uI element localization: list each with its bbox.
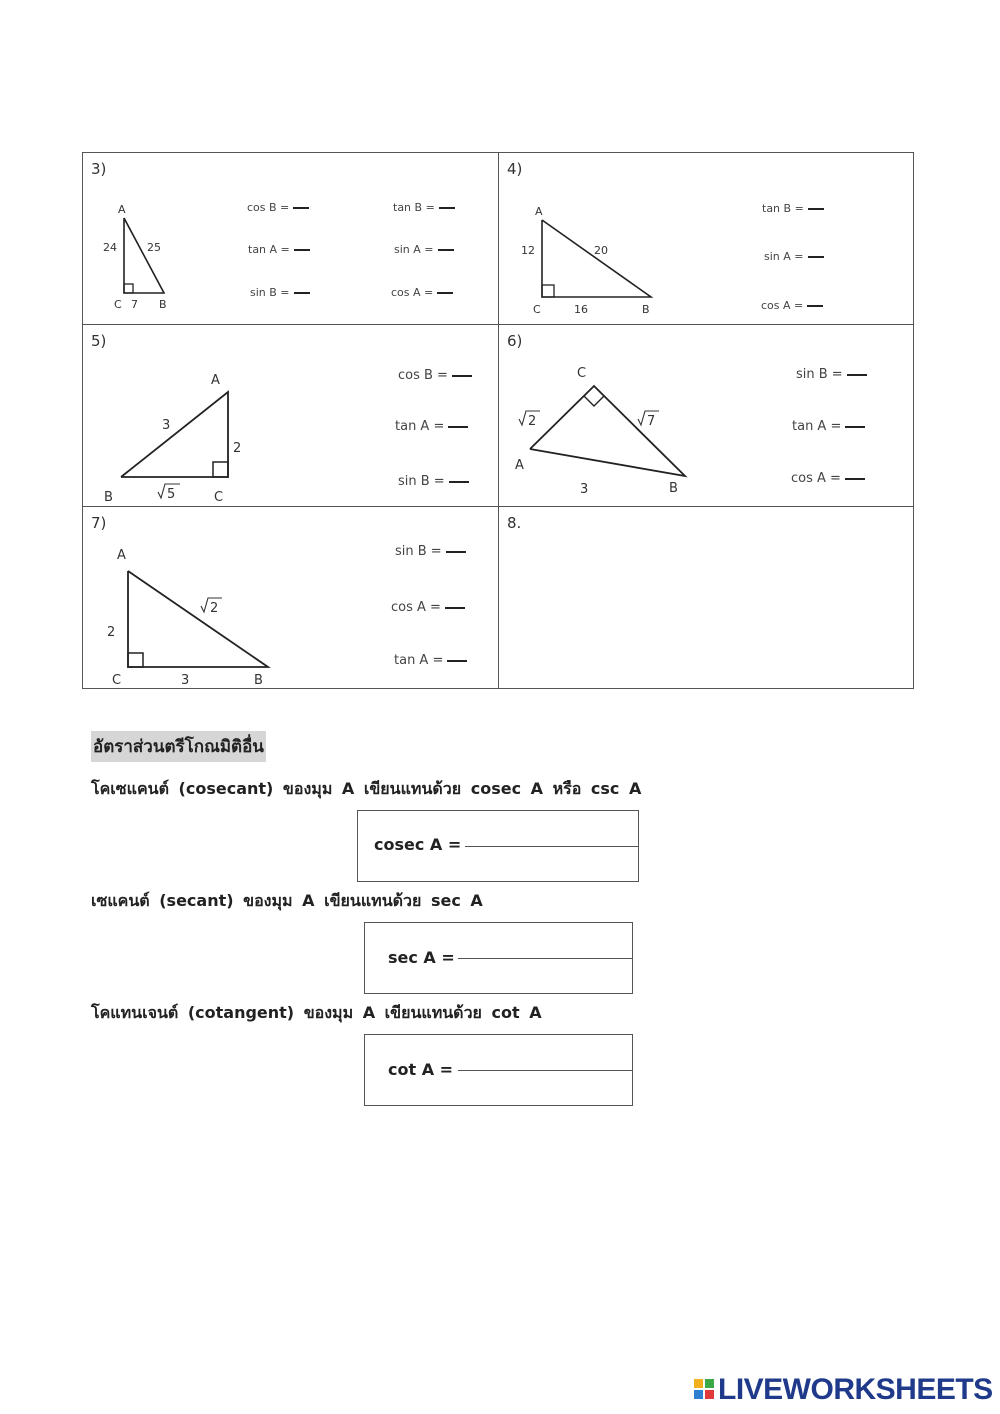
p6-vertex-b: B [669,481,678,496]
p3-vertex-b: B [159,298,167,311]
section-heading: อัตราส่วนตรีโกณมิติอื่น [91,731,266,762]
problem-7-number: 7) [91,514,107,532]
p5-expr-2: tan A = [395,419,468,434]
p5-vertex-c: C [214,490,224,505]
p7-expr-2: cos A = [391,600,465,615]
p3-expr-2: tan B = [393,201,455,214]
p4-side-ac: 12 [521,244,535,257]
cosecant-formula-label: cosec A = [374,835,462,854]
p3-side-ab: 25 [147,241,161,254]
p7-expr-1: sin B = [395,544,466,559]
p6-expr-2: tan A = [792,419,865,434]
p4-vertex-a: A [535,205,543,218]
answer-blank[interactable] [447,660,467,662]
problem-4-number: 4) [507,160,523,178]
secant-definition: เซแคนต์ (secant) ของมุม A เขียนแทนด้วย sec A [91,891,483,910]
p3-vertex-a: A [118,203,126,216]
p7-expr-3: tan A = [394,653,467,668]
p3-expr-6: cos A = [391,286,453,299]
p6-side-ac: 2 [528,414,537,429]
p4-side-ab: 20 [594,244,608,257]
p4-expr-1: tan B = [762,202,824,215]
cotangent-fraction-line[interactable] [458,1070,633,1071]
p6-side-ab: 3 [580,482,589,497]
p7-vertex-c: C [112,673,122,688]
p3-expr-5: sin B = [250,286,310,299]
liveworksheets-logo-icon [694,1379,714,1399]
p3-expr-3: tan A = [248,243,310,256]
p4-expr-3: cos A = [761,299,823,312]
p7-side-ab: 2 [210,601,219,616]
p5-side-bc: 5 [167,487,176,502]
p5-vertex-b: B [104,490,113,505]
p6-vertex-c: C [577,366,587,381]
p6-expr-3: cos A = [791,471,865,486]
p5-vertex-a: A [211,373,220,388]
p7-side-cb: 3 [181,673,190,688]
secant-formula-label: sec A = [388,948,455,967]
problem-5-number: 5) [91,332,107,350]
cotangent-formula-label: cot A = [388,1060,454,1079]
p3-expr-1: cos B = [247,201,309,214]
secant-fraction-line[interactable] [458,958,633,959]
p5-side-ac: 2 [233,441,242,456]
p7-side-ac: 2 [107,625,116,640]
problem-3-number: 3) [91,160,107,178]
problem-8-number: 8. [507,514,522,532]
p4-side-cb: 16 [574,303,588,316]
cosecant-definition: โคเซแคนต์ (cosecant) ของมุม A เขียนแทนด้วย cosec A หรือ csc A [91,779,642,798]
cotangent-definition: โคแทนเจนต์ (cotangent) ของมุม A เขียนแทนด้วย cot A [91,1003,542,1022]
p6-expr-1: sin B = [796,367,867,382]
p5-expr-1: cos B = [398,368,472,383]
p5-side-ab: 3 [162,418,171,433]
p3-side-cb: 7 [131,298,138,311]
cosecant-fraction-line[interactable] [465,846,639,847]
p6-vertex-a: A [515,458,524,473]
p7-vertex-b: B [254,673,263,688]
p3-vertex-c: C [114,298,122,311]
answer-blank[interactable] [445,607,465,609]
liveworksheets-brand[interactable]: LIVEWORKSHEETS [718,1373,993,1406]
p4-vertex-c: C [533,303,541,316]
answer-blank[interactable] [446,551,466,553]
p4-vertex-b: B [642,303,650,316]
p6-side-cb: 7 [647,414,656,429]
p7-vertex-a: A [117,548,126,563]
p3-side-ac: 24 [103,241,117,254]
p4-expr-2: sin A = [764,250,824,263]
p3-expr-4: sin A = [394,243,454,256]
p5-expr-3: sin B = [398,474,469,489]
problem-6-number: 6) [507,332,523,350]
